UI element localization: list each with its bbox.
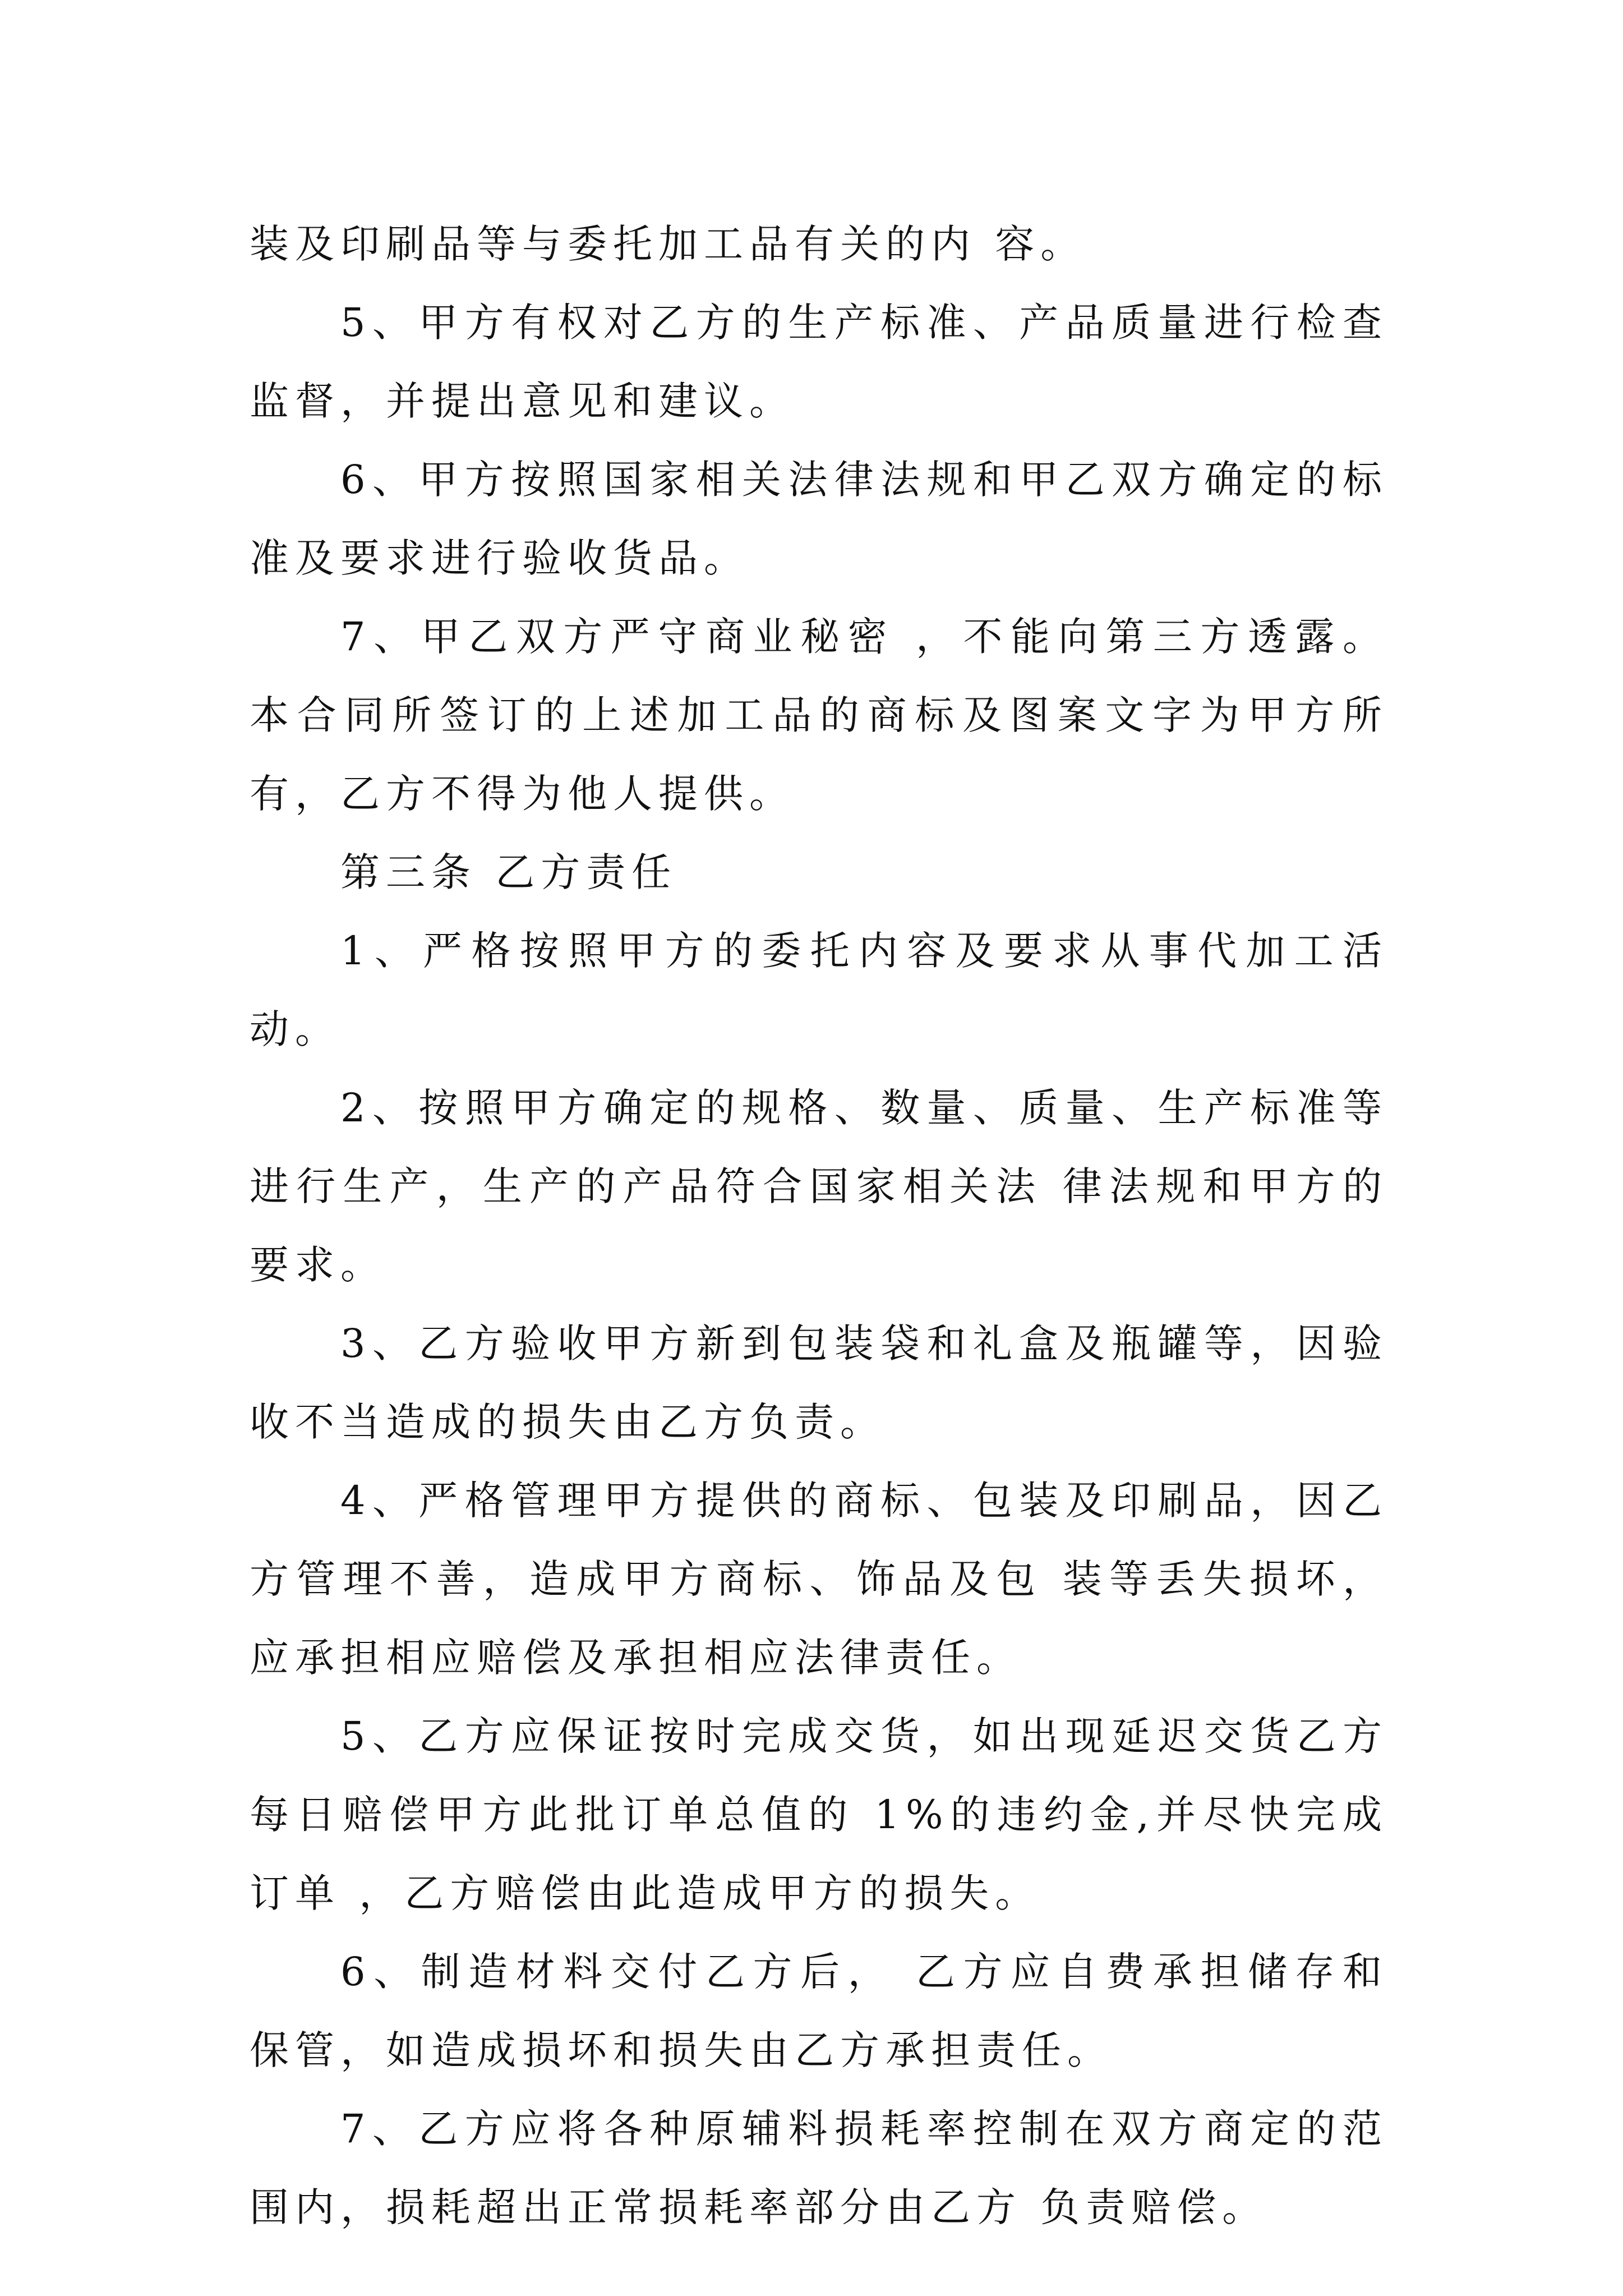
paragraph-clause-6-party-b: 6、制造材料交付乙方后， 乙方应自费承担储存和保管，如造成损坏和损失由乙方承担责任。 (250, 1949, 1388, 2073)
paragraph-clause-2-party-b: 2、按照甲方确定的规格、数量、质量、生产标准等进行生产，生产的产品符合国家相关法 律法规和甲方的要求。 (250, 1085, 1388, 1288)
paragraph-clause-3-party-b: 3、乙方验收甲方新到包装袋和礼盒及瓶罐等，因验收不当造成的损失由乙方负责。 (250, 1320, 1388, 1445)
paragraph-continuation: 装及印刷品等与委托加工品有关的内 容。 (250, 221, 1086, 267)
paragraph-clause-1-party-b: 1、严格按照甲方的委托内容及要求从事代加工活动。 (250, 928, 1388, 1052)
paragraph-clause-7-party-a: 7、甲乙双方严守商业秘密 ，不能向第三方透露。 本合同所签订的上述加工品的商标及图案文字为甲方所有，乙方不得为他人提供。 (250, 614, 1388, 817)
paragraph-clause-7-party-b: 7、乙方应将各种原辅料损耗率控制在双方商定的范围内，损耗超出正常损耗率部分由乙方 负责赔偿。 (250, 2106, 1388, 2230)
paragraph-clause-5-party-a: 5、甲方有权对乙方的生产标准、产品质量进行检查监督，并提出意见和建议。 (250, 300, 1388, 424)
paragraph-clause-5-party-b: 5、乙方应保证按时完成交货，如出现延迟交货乙方每日赔偿甲方此批订单总值的 1%的违约金,并尽快完成订单 ，乙方赔偿由此造成甲方的损失。 (250, 1713, 1388, 1916)
document-body (250, 205, 1388, 2247)
section-heading-article-3: 第三条 乙方责任 (340, 849, 677, 895)
paragraph-clause-6-party-a: 6、甲方按照国家相关法律法规和甲乙双方确定的标准及要求进行验收货品。 (250, 457, 1388, 581)
paragraph-clause-4-party-b: 4、严格管理甲方提供的商标、包装及印刷品，因乙方管理不善，造成甲方商标、饰品及包 装等丢失损坏，应承担相应赔偿及承担相应法律责任。 (250, 1478, 1388, 1681)
